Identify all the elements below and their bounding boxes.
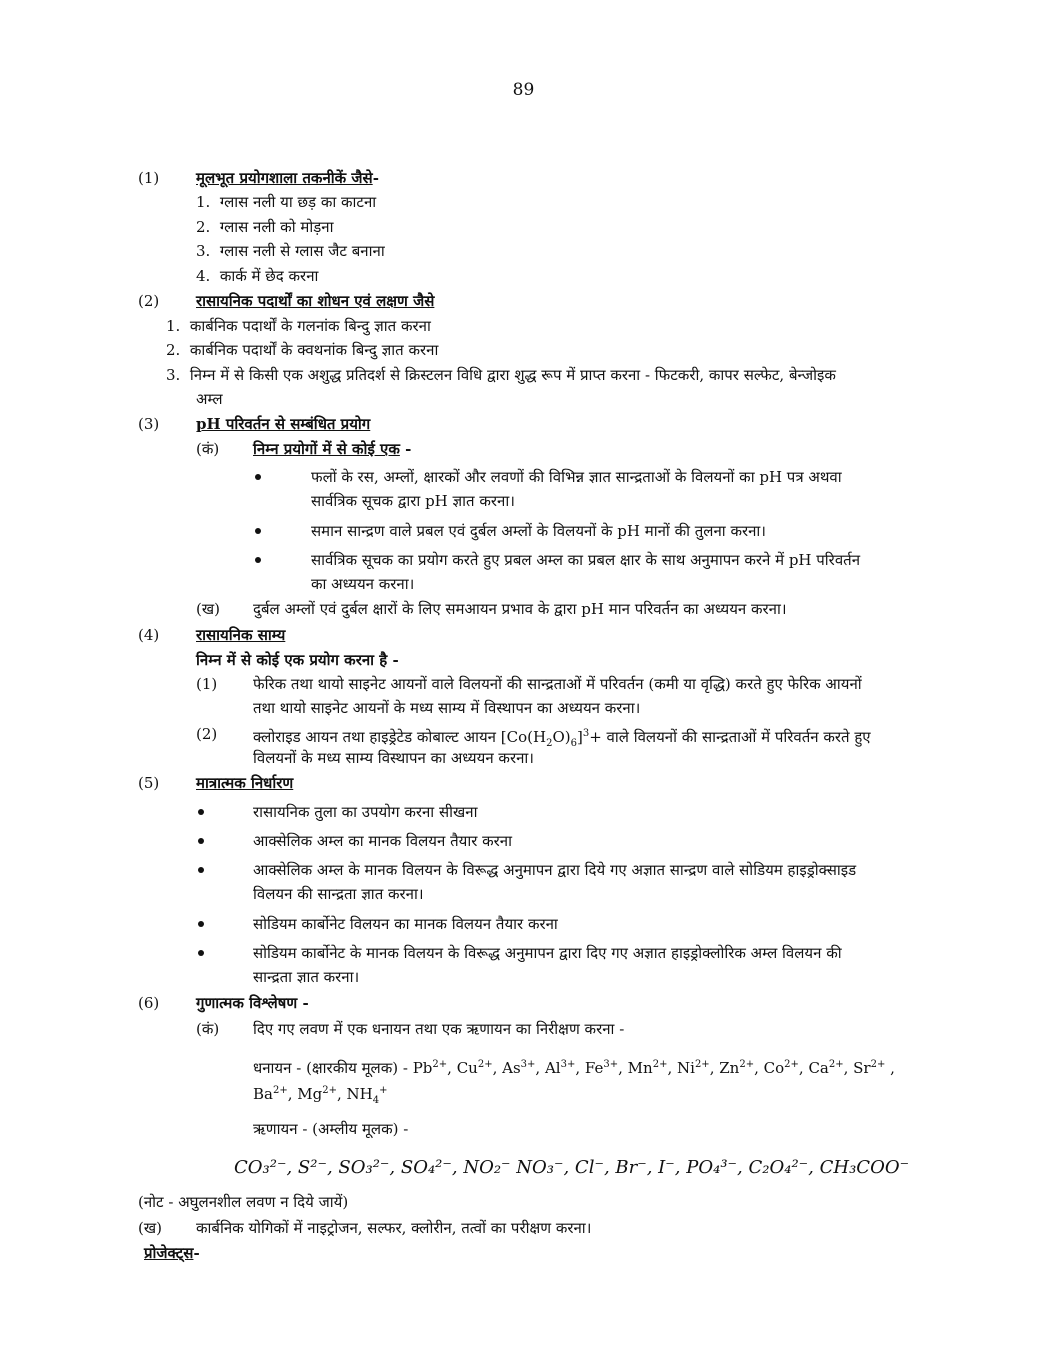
ion: $Zn^{2+}$ xyxy=(719,1059,755,1077)
cation-list-continued: $Ba^{2+}$, $Mg^{2+}$, $NH_4^+$ xyxy=(253,1085,388,1106)
list-item: 3. निम्न में से किसी एक अशुद्ध प्रतिदर्श से क्रिस्टलन विधि द्वारा शुद्ध रूप में प्राप्त करना - फिटकरी, कापर सल्फेट, बेन्जोइक xyxy=(166,366,836,384)
ion: $Ca^{2+}$ xyxy=(808,1059,844,1077)
bullet-text: विलयन की सान्द्रता ज्ञात करना। xyxy=(253,885,424,903)
bullet-text: का अध्ययन करना। xyxy=(311,575,415,593)
ion: $Ba^{2+}$ xyxy=(253,1085,288,1103)
ion: $Cu^{2+}$ xyxy=(456,1059,493,1077)
ion: $As^{3+}$ xyxy=(502,1059,536,1077)
section-4-title: रासायनिक साम्य xyxy=(196,626,286,644)
bullet-text: सोडियम कार्बोनेट विलयन का मानक विलयन तैयार करना xyxy=(253,915,558,933)
cation-list: धनायन - (क्षारकीय मूलक) - $Pb^{2+}$, $Cu^{2+}$, $As^{3+}$, $Al^{3+}$, $Fe^{3+}$, $Mn^{2+}$, $Ni^{2+}$, $Zn^{2+}$, $Co^{2+}$, $Ca^{2+}$, $Sr^{2+}$ , xyxy=(253,1059,895,1077)
item-number: (1) xyxy=(196,675,218,693)
ion: $Al^{3+}$ xyxy=(544,1059,576,1077)
ion: $NH_4^+$ xyxy=(346,1085,388,1106)
subsection-ka-title: निम्न प्रयोगों में से कोई एक - xyxy=(253,440,412,458)
ion: $Pb^{2+}$ xyxy=(412,1059,448,1077)
bullet-icon xyxy=(255,557,261,563)
bullet-text: सोडियम कार्बोनेट के मानक विलयन के विरूद्ध अनुमापन द्वारा दिए गए अज्ञात हाइड्रोक्लोरिक अम्ल विलयन की xyxy=(253,944,842,962)
bullet-icon xyxy=(198,921,204,927)
bullet-icon xyxy=(255,528,261,534)
subsection-ka-label: (कं) xyxy=(196,1020,220,1038)
bullet-text: रासायनिक तुला का उपयोग करना सीखना xyxy=(253,803,478,821)
section-6-title: गुणात्मक विश्लेषण - xyxy=(196,994,309,1012)
anion-label: ऋणायन - (अम्लीय मूलक) - xyxy=(253,1120,409,1138)
ion: $Co^{2+}$ xyxy=(763,1059,799,1077)
item-text: विलयनों के मध्य साम्य विस्थापन का अध्ययन करना। xyxy=(253,749,534,767)
bullet-icon xyxy=(198,838,204,844)
section-5-title: मात्रात्मक निर्धारण xyxy=(196,774,294,792)
note: (नोट - अघुलनशील लवण न दिये जायें) xyxy=(138,1193,349,1211)
bullet-text: सार्वत्रिक सूचक द्वारा pH ज्ञात करना। xyxy=(311,492,515,510)
subsection-kha-text: दुर्बल अम्लों एवं दुर्बल क्षारों के लिए समआयन प्रभाव के द्वारा pH मान परिवर्तन का अध्ययन करना। xyxy=(253,600,787,618)
section-2-title: रासायनिक पदार्थों का शोधन एवं लक्षण जैसे xyxy=(196,292,435,310)
list-item: 2. कार्बनिक पदार्थों के क्वथनांक बिन्दु ज्ञात करना xyxy=(166,341,439,359)
subsection-ka-label: (कं) xyxy=(196,440,220,458)
item-text: क्लोराइड आयन तथा हाइड्रेटेड कोबाल्ट आयन $[Co(H_2O)_6]^3+$ वाले विलयनों की सान्द्रताओं में परिवर्तन करते हुए xyxy=(253,728,871,749)
ion: $Mg^{2+}$ xyxy=(297,1085,337,1103)
bullet-text: सान्द्रता ज्ञात करना। xyxy=(253,968,360,986)
list-item-continuation: अम्ल xyxy=(196,390,223,408)
section-3-number: (3) xyxy=(138,415,160,433)
item-number: (2) xyxy=(196,725,218,743)
ion: $Mn^{2+}$ xyxy=(627,1059,668,1077)
section-1-number: (1) xyxy=(138,169,160,187)
bullet-text: समान सान्द्रण वाले प्रबल एवं दुर्बल अम्लों के विलयनों के pH मानों की तुलना करना। xyxy=(311,522,766,540)
item-text: तथा थायो साइनेट आयनों के मध्य साम्य में विस्थापन का अध्ययन करना। xyxy=(253,699,641,717)
section-2-number: (2) xyxy=(138,292,160,310)
subsection-ka-text: दिए गए लवण में एक धनायन तथा एक ऋणायन का निरीक्षण करना - xyxy=(253,1020,625,1038)
subsection-kha-text: कार्बनिक योगिकों में नाइट्रोजन, सल्फर, क्लोरीन, तत्वों का परीक्षण करना। xyxy=(196,1219,592,1237)
list-item: 4. कार्क में छेद करना xyxy=(196,267,319,285)
bullet-text: आक्सेलिक अम्ल का मानक विलयन तैयार करना xyxy=(253,832,512,850)
bullet-text: फलों के रस, अम्लों, क्षारकों और लवणों की विभिन्न ज्ञात सान्द्रताओं के विलयनों का pH पत्र अथवा xyxy=(311,468,842,486)
subsection-kha-label: (ख) xyxy=(196,600,220,618)
bullet-icon xyxy=(198,867,204,873)
anion-formula: CO₃²⁻, S²⁻, SO₃²⁻, SO₄²⁻, NO₂⁻ NO₃⁻, Cl⁻, Br⁻, I⁻, PO₄³⁻, C₂O₄²⁻, CH₃COO⁻ xyxy=(234,1157,910,1178)
page-number: 89 xyxy=(512,80,535,100)
bullet-icon xyxy=(198,809,204,815)
list-item: 2. ग्लास नली को मोड़ना xyxy=(196,218,334,236)
ion: $Sr^{2+}$ xyxy=(853,1059,886,1077)
section-1-title: मूलभूत प्रयोगशाला तकनीकें जैसे- xyxy=(196,169,379,187)
section-4-number: (4) xyxy=(138,626,160,644)
subsection-kha-label: (ख) xyxy=(138,1219,162,1237)
ion: $Fe^{3+}$ xyxy=(584,1059,619,1077)
list-item: 3. ग्लास नली से ग्लास जैट बनाना xyxy=(196,242,385,260)
projects-title: प्रोजेक्ट्स- xyxy=(144,1244,200,1262)
bullet-text: आक्सेलिक अम्ल के मानक विलयन के विरूद्ध अनुमापन द्वारा दिये गए अज्ञात सान्द्रण वाले सोडियम हाइड्रोक्साइड xyxy=(253,861,857,879)
list-item: 1. ग्लास नली या छड़ का काटना xyxy=(196,193,377,211)
section-4-subtitle: निम्न में से कोई एक प्रयोग करना है - xyxy=(196,651,399,669)
item-text: फेरिक तथा थायो साइनेट आयनों वाले विलयनों की सान्द्रताओं में परिवर्तन (कमी या वृद्धि) करते हुए फेरिक आयनों xyxy=(253,675,862,693)
section-3-title: pH परिवर्तन से सम्बंधित प्रयोग xyxy=(196,415,371,433)
list-item: 1. कार्बनिक पदार्थों के गलनांक बिन्दु ज्ञात करना xyxy=(166,317,431,335)
ion: $Ni^{2+}$ xyxy=(677,1059,710,1077)
section-5-number: (5) xyxy=(138,774,160,792)
bullet-icon xyxy=(255,474,261,480)
section-6-number: (6) xyxy=(138,994,160,1012)
bullet-icon xyxy=(198,950,204,956)
bullet-text: सार्वत्रिक सूचक का प्रयोग करते हुए प्रबल अम्ल का प्रबल क्षार के साथ अनुमापन करने में pH परिवर्तन xyxy=(311,551,861,569)
